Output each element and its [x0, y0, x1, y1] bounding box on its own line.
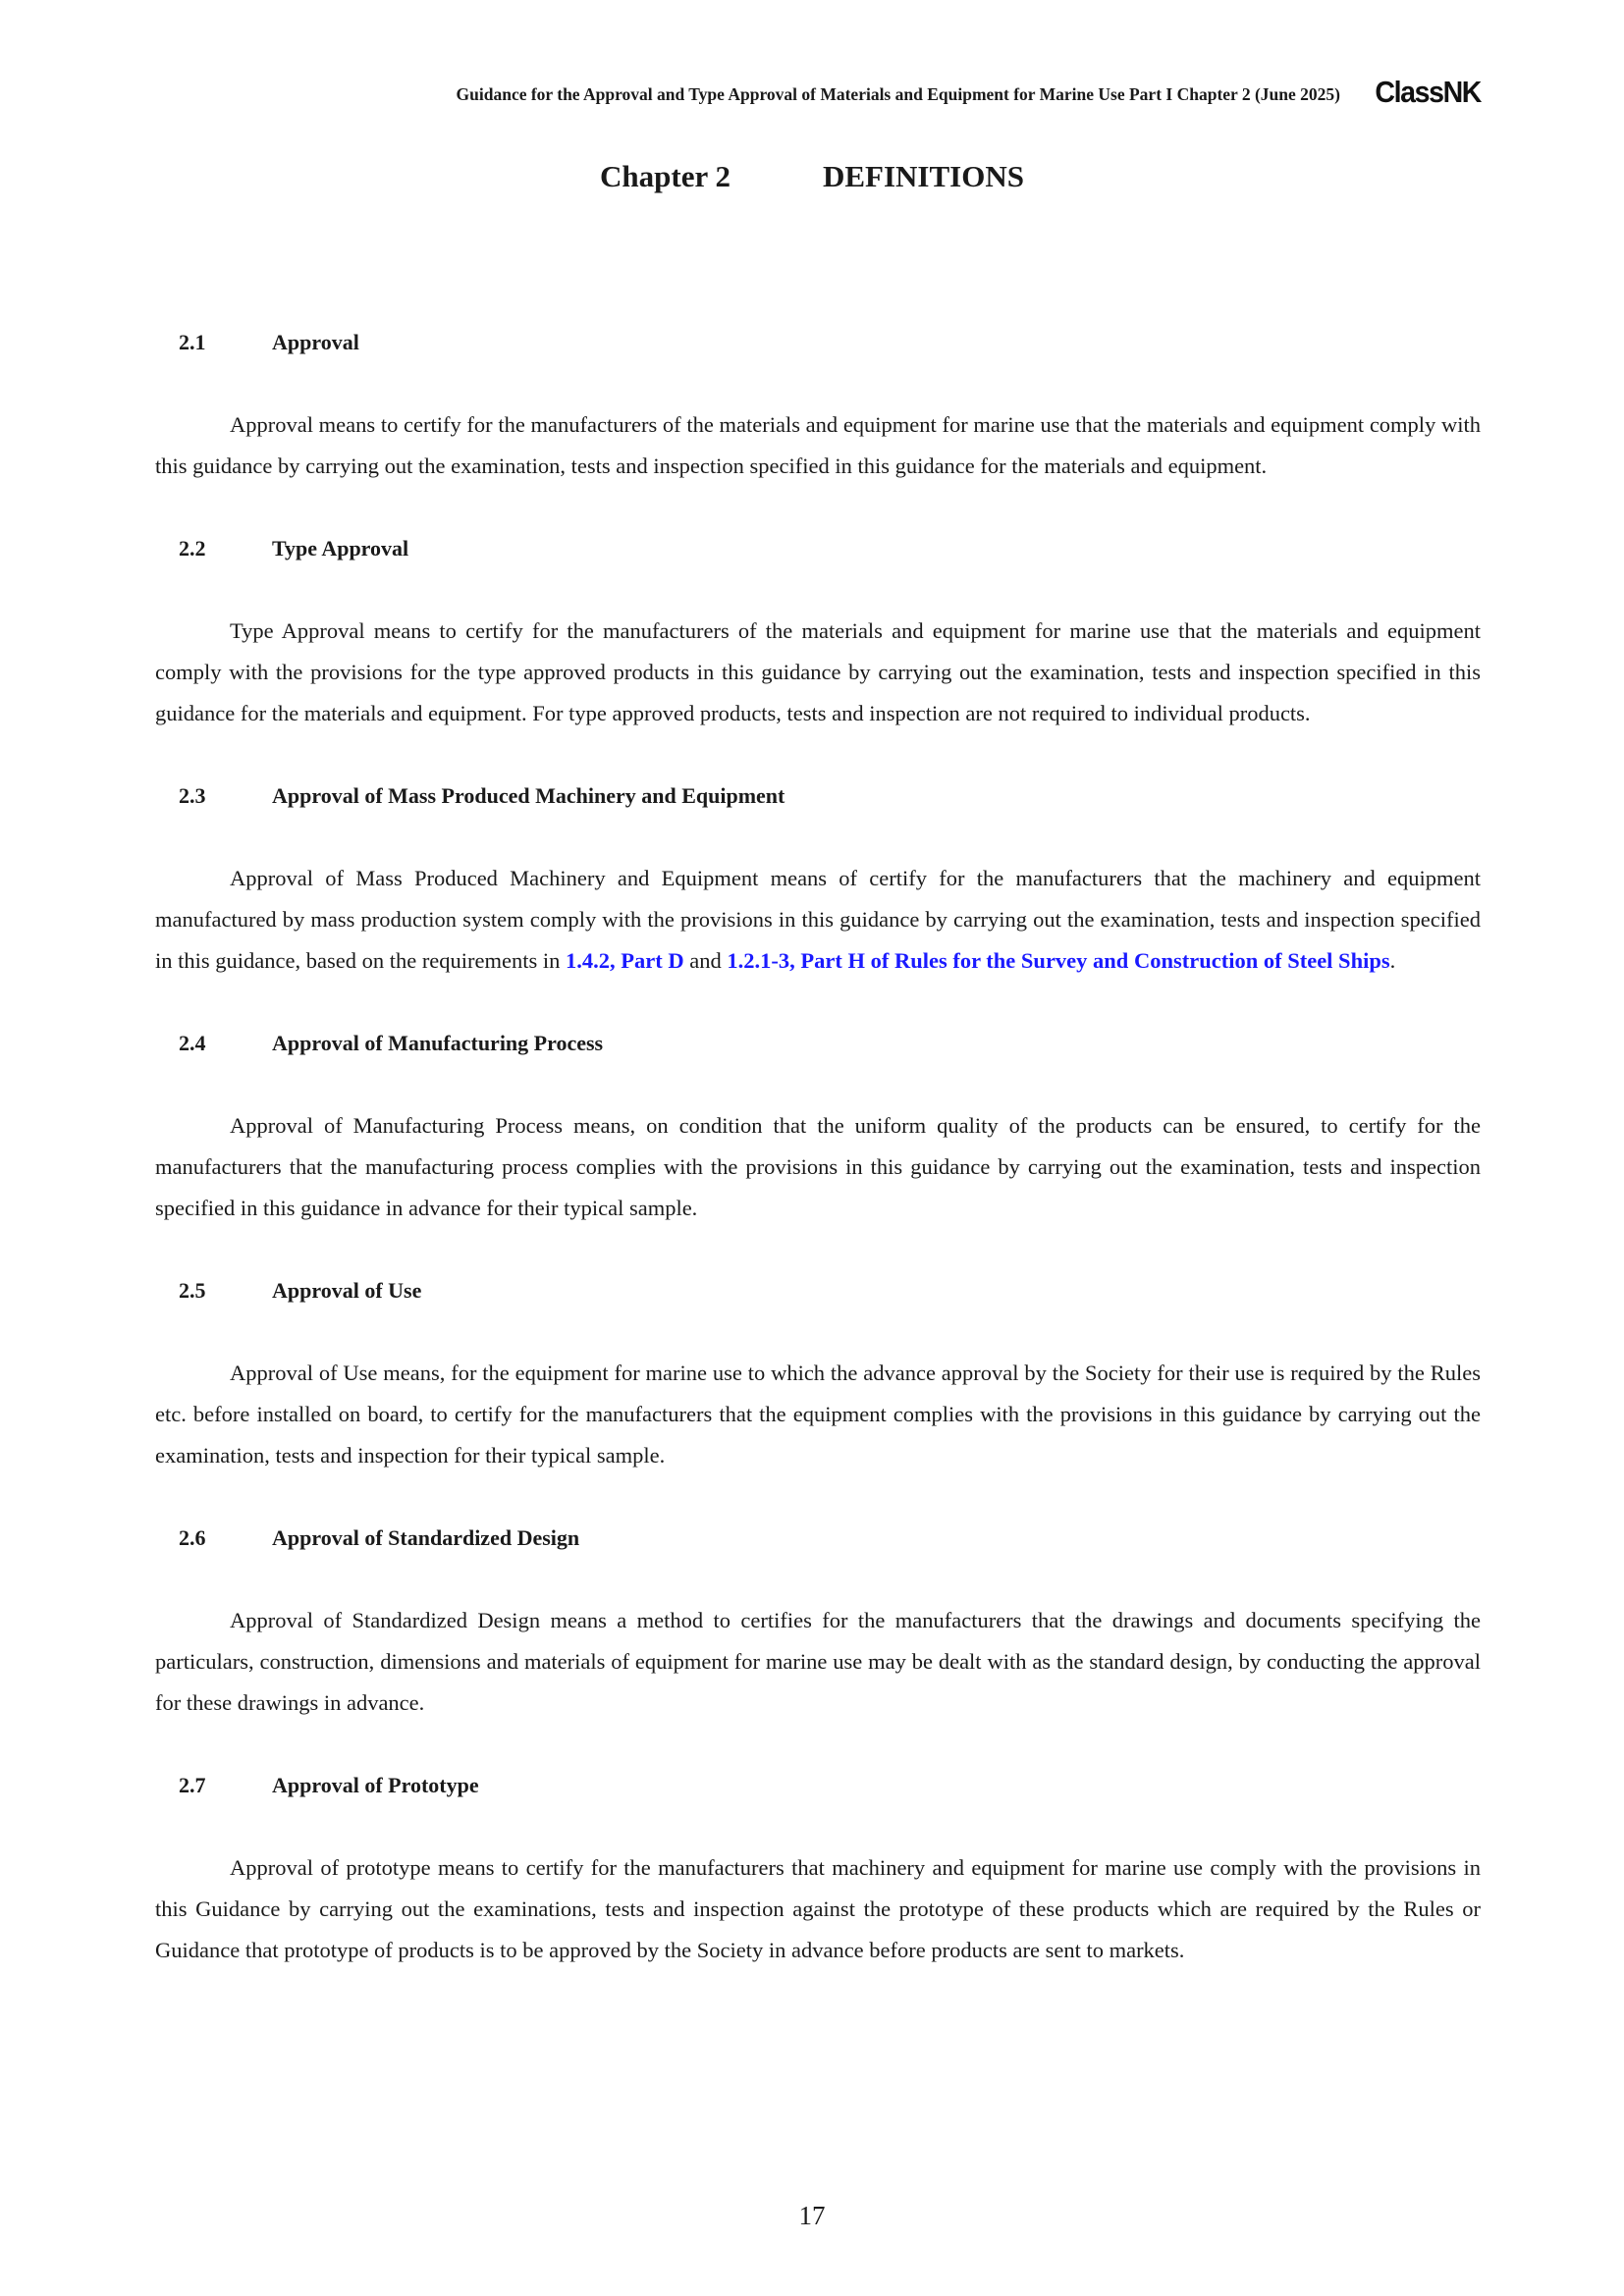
classnk-logo: ClassNK: [1375, 75, 1481, 109]
paragraph-text: .: [1389, 948, 1396, 973]
section-number: 2.3: [179, 783, 206, 808]
section-number: 2.6: [179, 1525, 206, 1550]
section-heading: [155, 1518, 1481, 1559]
section-paragraph: Approval of Use means, for the equipment for marine use to which the advance approval by the Society for their use is required by the Rules etc. before installed on board, to certify for the manufacturers that the equipment complies with the provisions in this guidance by carrying out the examination, tests and inspection for their typical sample.: [155, 1361, 1481, 1468]
section-title: Approval of Use: [272, 1278, 422, 1303]
section-2-6: [155, 1518, 1481, 1724]
section-2-3: [155, 775, 1481, 982]
section-2-5: [155, 1270, 1481, 1476]
section-title: Approval of Manufacturing Process: [272, 1031, 604, 1055]
section-number: 2.4: [179, 1031, 206, 1055]
paragraph-text: Approval of Mass Produced Machinery and Equipment means of certify for the manufacturers that the machinery and equipment manufactured by mass production system comply with the provisions in this guidance by carrying out the examination, tests and inspection specified in this guidance, based on the requirements in: [155, 866, 1481, 973]
section-heading: [155, 1023, 1481, 1064]
section-paragraph: Type Approval means to certify for the manufacturers of the materials and equipment for marine use that the materials and equipment comply with the provisions for the type approved products in this guidance by carrying out the examination, tests and inspection specified in this guidance for the materials and equipment. For type approved products, tests and inspection are not required to individual products.: [155, 618, 1481, 725]
rule-reference-link-part-d[interactable]: 1.4.2, Part D: [566, 948, 684, 973]
section-title: Approval of Prototype: [272, 1773, 479, 1797]
section-number: 2.1: [179, 330, 206, 354]
page-header: [155, 75, 1481, 114]
section-2-2: [155, 528, 1481, 734]
section-number: 2.2: [179, 536, 206, 561]
section-heading: [155, 775, 1481, 817]
section-heading: [155, 322, 1481, 363]
section-number: 2.5: [179, 1278, 206, 1303]
section-number: 2.7: [179, 1773, 206, 1797]
chapter-number: Chapter 2: [600, 159, 731, 193]
section-heading: [155, 1270, 1481, 1311]
section-2-4: [155, 1023, 1481, 1229]
section-2-1: [155, 322, 1481, 487]
rule-reference-link-part-h[interactable]: 1.2.1-3, Part H of Rules for the Survey and Construction of Steel Ships: [727, 948, 1390, 973]
section-paragraph: Approval of Standardized Design means a method to certifies for the manufacturers that the drawings and documents specifying the particulars, construction, dimensions and materials of equipment for marine use may be dealt with as the standard design, by conducting the approval for these drawings in advance.: [155, 1608, 1481, 1715]
section-paragraph: Approval means to certify for the manufacturers of the materials and equipment for marine use that the materials and equipment comply with this guidance by carrying out the examination, tests and inspection specified in this guidance for the materials and equipment.: [155, 412, 1481, 478]
page-number: 17: [798, 2201, 826, 2230]
chapter-title: [0, 159, 1624, 194]
section-paragraph: [155, 858, 1481, 982]
section-paragraph: Approval of Manufacturing Process means, on condition that the uniform quality of the products can be ensured, to certify for the manufacturers that the manufacturing process complies with the provisions in this guidance by carrying out the examination, tests and inspection specified in this guidance in advance for their typical sample.: [155, 1113, 1481, 1220]
section-title: Type Approval: [272, 536, 409, 561]
chapter-name: DEFINITIONS: [822, 159, 1024, 193]
section-paragraph: Approval of prototype means to certify for the manufacturers that machinery and equipment for marine use comply with the provisions in this Guidance by carrying out the examinations, tests and inspection against the prototype of these products which are required by the Rules or Guidance that prototype of products is to be approved by the Society in advance before products are sent to markets.: [155, 1855, 1481, 1962]
section-heading: [155, 528, 1481, 569]
section-2-7: [155, 1765, 1481, 1971]
document-body: [155, 322, 1481, 2012]
section-title: Approval of Mass Produced Machinery and Equipment: [272, 783, 785, 808]
section-title: Approval of Standardized Design: [272, 1525, 580, 1550]
paragraph-text: and: [683, 948, 728, 973]
section-title: Approval: [272, 330, 359, 354]
section-heading: [155, 1765, 1481, 1806]
running-title: Guidance for the Approval and Type Approval of Materials and Equipment for Marine Use Part I Chapter 2 (June 2025): [456, 84, 1340, 104]
